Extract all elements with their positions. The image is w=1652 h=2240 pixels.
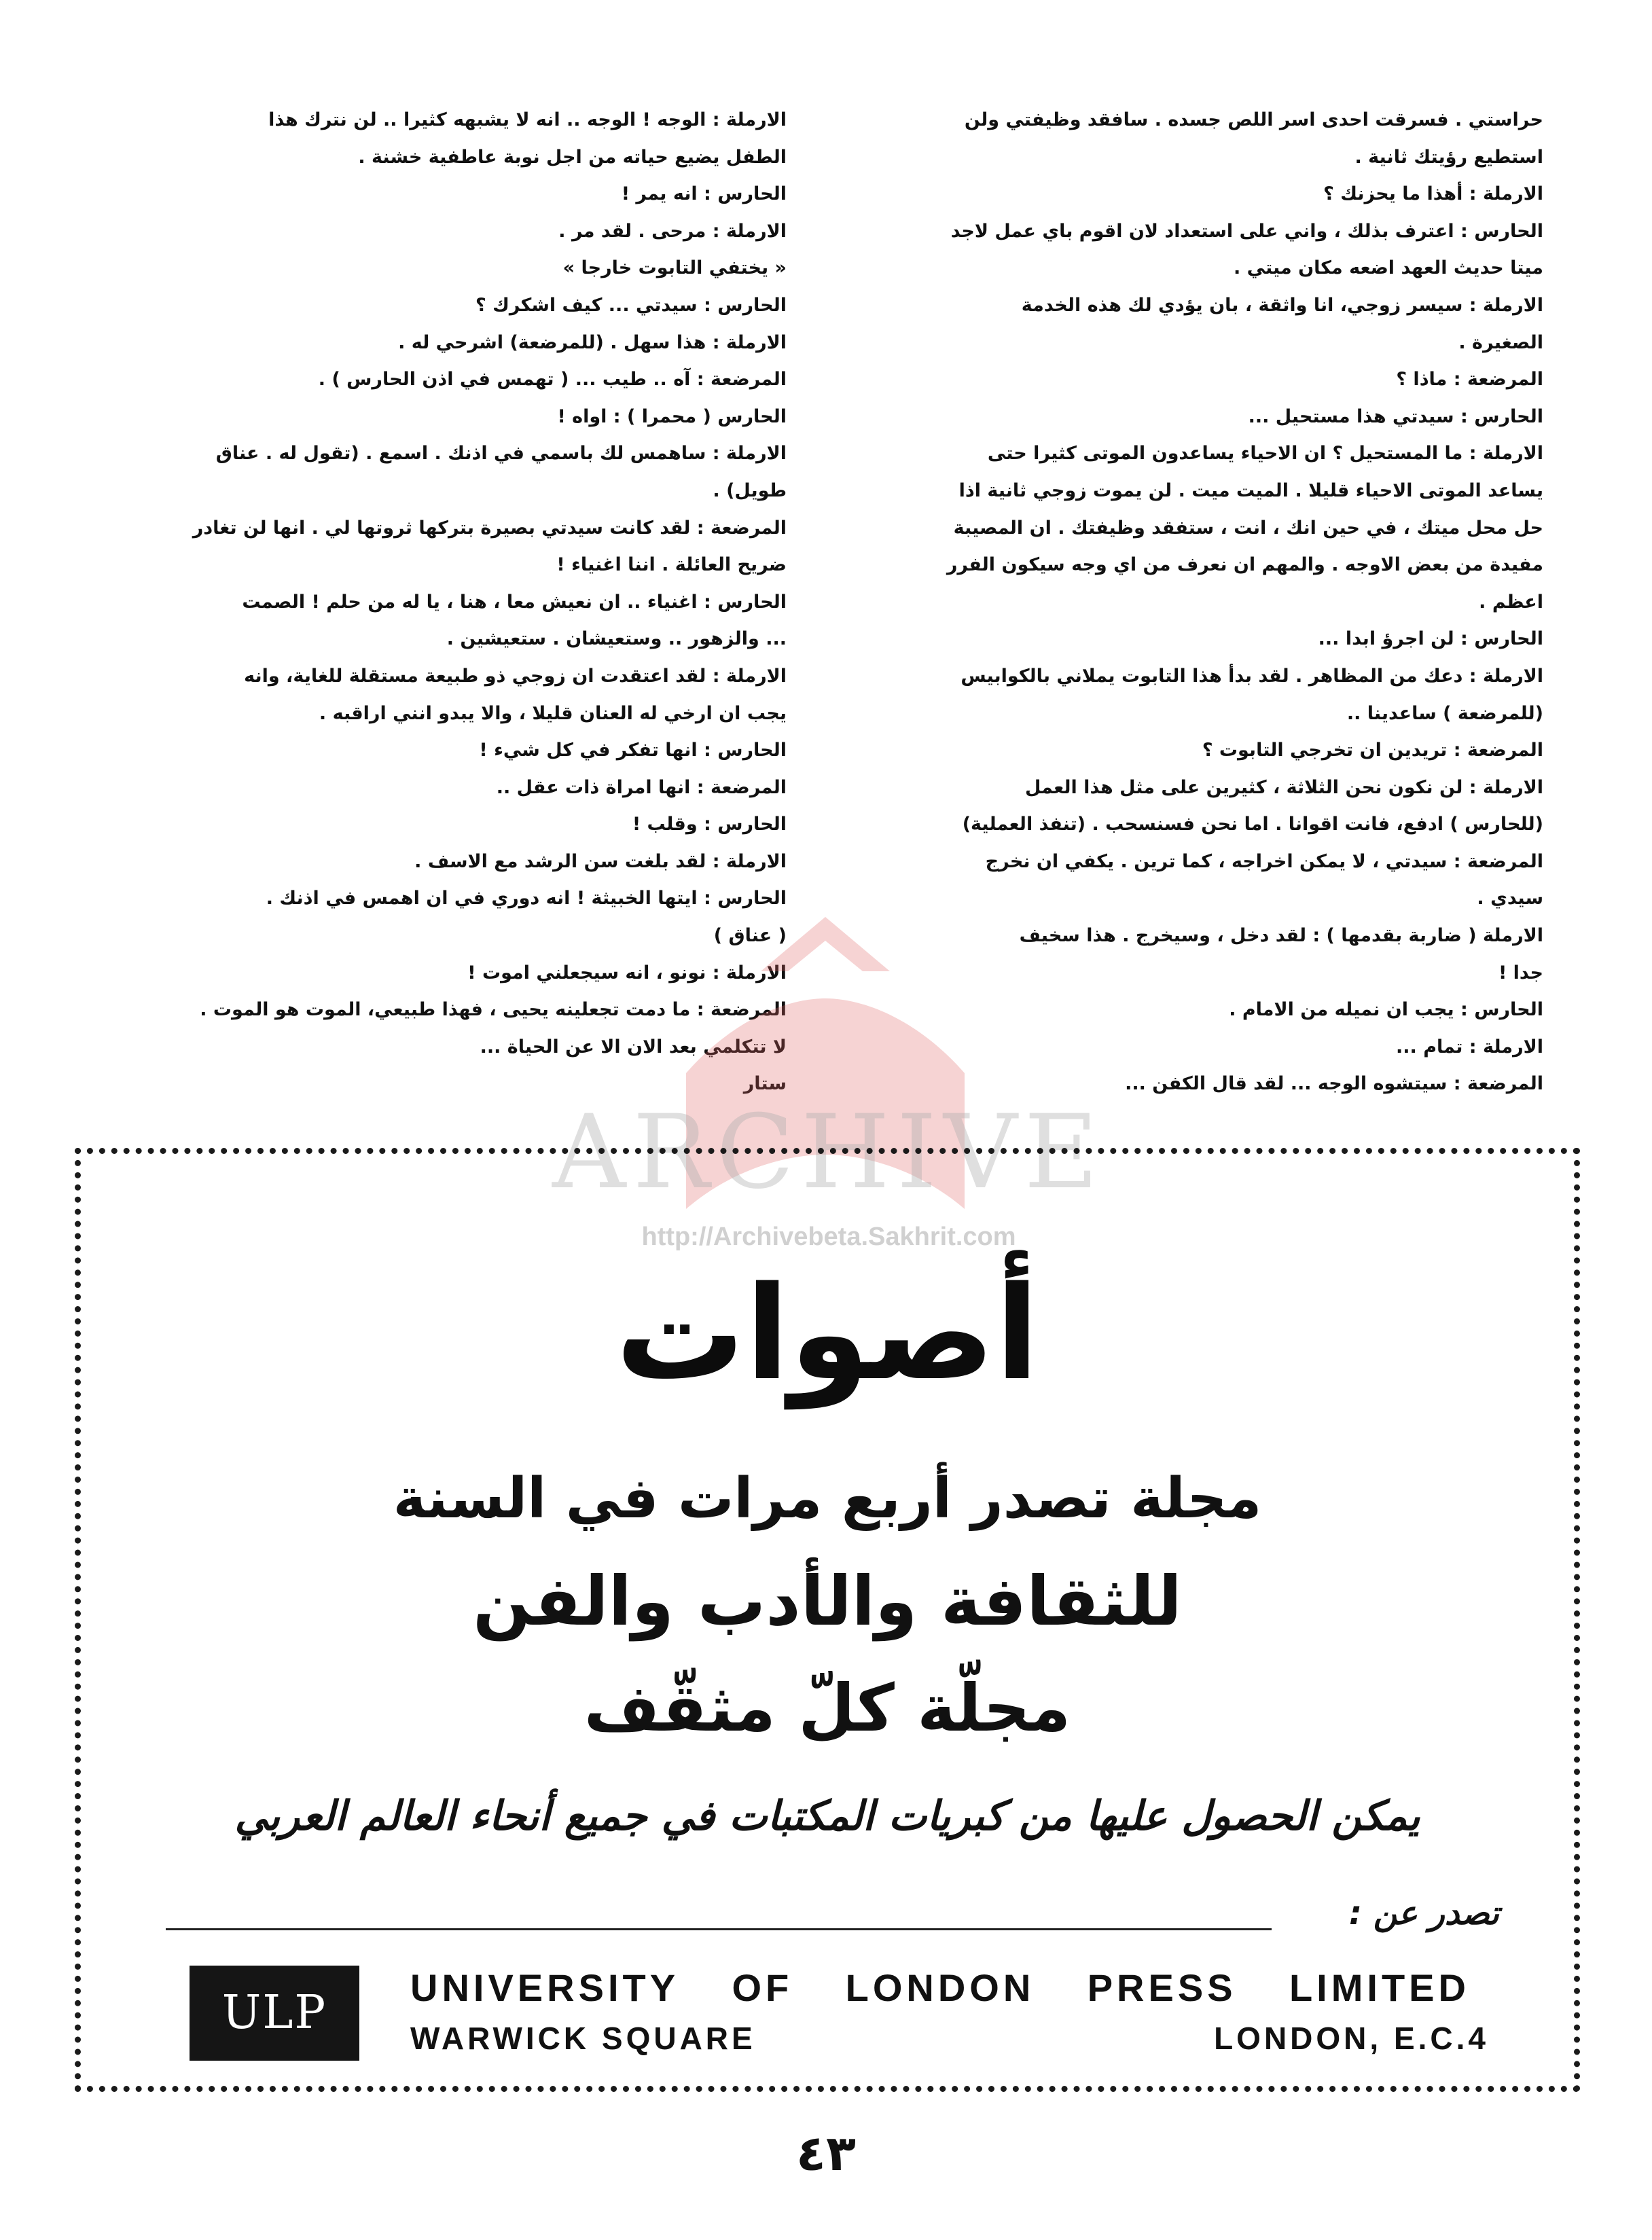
ad-frequency-line: مجلة تصدر أربع مرات في السنة <box>393 1466 1262 1531</box>
text-line: الارملة : دعك من المظاهر . لقد بدأ هذا التابوت يملاني بالكوابيس <box>960 665 1543 687</box>
text-line: (للحارس ) ادفع، فانت اقوانا . اما نحن فسنسحب . (تنفذ العملية) <box>962 814 1543 835</box>
text-line: المرضعة : ما دمت تجعلينه يحيى ، فهذا طبيعي، الموت هو الموت . <box>200 999 787 1021</box>
advertisement-box <box>75 1148 1580 2092</box>
publisher-word: UNIVERSITY <box>410 1966 680 2009</box>
text-line: الارملة : سيسر زوجي، انا واثقة ، بان يؤدي لك هذه الخدمة <box>1021 294 1543 316</box>
publisher-word: PRESS <box>1087 1966 1237 2009</box>
publisher-name <box>410 1966 1470 2010</box>
text-line: استطيع رؤيتك ثانية . <box>1354 146 1543 168</box>
right-text-column <box>837 102 1543 1103</box>
text-line: الارملة : لقد اعتقدت ان زوجي ذو طبيعة مستقلة للغاية، وانه <box>244 665 787 687</box>
ad-slogan-line: مجلّة كلّ مثقّف <box>583 1670 1071 1746</box>
text-line: المرضعة : انها امراة ذات عقل .. <box>496 776 787 798</box>
text-line: الارملة : مرحى . لقد مر . <box>558 220 787 242</box>
ad-availability-line: يمكن الحصول عليها من كبريات المكتبات في جميع أنحاء العالم العربي <box>234 1792 1420 1840</box>
text-line: الارملة : هذا سهل . (للمرضعة) اشرحي له . <box>398 331 787 353</box>
ulp-logo: ULP <box>190 1966 359 2061</box>
text-line: الارملة : تمام ... <box>1396 1036 1543 1058</box>
text-line: الحارس : اعترف بذلك ، واني على استعداد لان اقوم باي عمل لاجد <box>950 220 1543 242</box>
text-line: طويل) . <box>713 480 787 501</box>
text-line: الحارس : انها تفكر في كل شيء ! <box>479 740 787 761</box>
left-text-column <box>80 102 787 1103</box>
text-line: الحارس : سيدتي ... كيف اشكرك ؟ <box>475 294 787 316</box>
publisher-address-street: WARWICK SQUARE <box>410 2021 756 2056</box>
publisher-word: OF <box>732 1966 793 2009</box>
text-line: سيدي . <box>1477 888 1543 909</box>
text-line: (للمرضعة ) ساعدينا .. <box>1346 702 1543 724</box>
text-line: الحارس : انه يمر ! <box>621 183 787 205</box>
text-line: الحارس ( محمرا ) : اواه ! <box>557 405 787 427</box>
text-line: الارملة : لن نكون نحن الثلاثة ، كثيرين على مثل هذا العمل <box>1024 776 1543 798</box>
text-line: يجب ان ارخي له العنان قليلا ، والا يبدو انني اراقبه . <box>319 702 787 724</box>
publisher-word: LONDON <box>845 1966 1035 2009</box>
text-line: المرضعة : سيتشوه الوجه ... لقد قال الكفن ... <box>1125 1073 1543 1095</box>
text-line: الارملة ( ضاربة بقدمها ) : لقد دخل ، وسيخرج . هذا سخيف <box>1019 925 1543 947</box>
text-line: ضريح العائلة . اننا اغنياء ! <box>556 554 787 576</box>
text-line: الارملة : ما المستحيل ؟ ان الاحياء يساعدون الموتى كثيرا حتى <box>987 443 1543 465</box>
text-line: « يختفي التابوت خارجا » <box>562 257 787 279</box>
text-line: ... والزهور .. وستعيشان . ستعيشين . <box>446 628 787 650</box>
text-line: مفيدة من بعض الاوجه . والمهم ان نعرف من اي وجه سيكون الفرر <box>946 554 1543 576</box>
text-line: حراستي . فسرقت احدى اسر اللص جسده . سافقد وظيفتي ولن <box>964 109 1543 130</box>
text-line: الطفل يضيع حياته من اجل نوبة عاطفية خشنة . <box>358 146 787 168</box>
text-line: الارملة : نونو ، انه سيجعلني اموت ! <box>467 962 787 983</box>
text-line: المرضعة : تريدين ان تخرجي التابوت ؟ <box>1202 740 1543 761</box>
publisher-word: LIMITED <box>1289 1966 1470 2009</box>
text-line: يساعد الموتى الاحياء قليلا . الميت ميت . لن يموت زوجي ثانية اذا <box>958 480 1543 501</box>
ad-divider <box>166 1928 1272 1930</box>
ad-subjects-line: للثقافة والأدب والفن <box>473 1561 1182 1641</box>
watermark-text: ARCHIVE <box>552 1094 1105 1212</box>
text-line: حل محل ميتك ، في حين انك ، انت ، ستفقد وظيفتك . ان المصيبة <box>953 517 1543 539</box>
text-line: الحارس : ايتها الخبيثة ! انه دوري في ان اهمس في اذنك . <box>266 888 787 909</box>
text-line: اعظم . <box>1479 591 1543 613</box>
text-line: الارملة : الوجه ! الوجه .. انه لا يشبهه كثيرا .. لن نترك هذا <box>268 109 787 130</box>
text-line: الصغيرة . <box>1458 331 1543 353</box>
watermark-url[interactable]: http://Archivebeta.Sakhrit.com <box>641 1223 1016 1251</box>
text-line: الحارس : وقلب ! <box>632 814 787 835</box>
text-line: المرضعة : سيدتي ، لا يمكن اخراجه ، كما ترين . يكفي ان نخرج <box>985 850 1543 872</box>
text-line: الارملة : أهذا ما يحزنك ؟ <box>1323 183 1543 205</box>
text-line: الحارس : يجب ان نميله من الامام . <box>1229 999 1543 1021</box>
text-line: ستار <box>743 1073 787 1095</box>
ad-magazine-title: أصوات <box>615 1259 1039 1409</box>
page-number: ٤٣ <box>796 2125 856 2182</box>
text-line: المرضعة : آه .. طيب ... ( تهمس في اذن الحارس ) . <box>318 369 787 391</box>
text-line: المرضعة : لقد كانت سيدتي بصيرة بتركها ثروتها لي . انها لن تغادر <box>192 517 787 539</box>
text-line: جدا ! <box>1498 962 1543 983</box>
text-line: المرضعة : ماذا ؟ <box>1396 369 1543 391</box>
ad-publisher-label: تصدر عن : <box>1348 1894 1499 1932</box>
text-line: لا تتكلمي بعد الان الا عن الحياة ... <box>480 1036 787 1058</box>
text-line: الحارس : لن اجرؤ ابدا ... <box>1318 628 1543 650</box>
text-line: ميتا حديث العهد اضعه مكان ميتي . <box>1233 257 1543 279</box>
text-line: ( عناق ) <box>713 925 787 947</box>
text-line: الارملة : لقد بلغت سن الرشد مع الاسف . <box>414 850 787 872</box>
text-line: الحارس : سيدتي هذا مستحيل ... <box>1248 405 1543 427</box>
publisher-address-city: LONDON, E.C.4 <box>1214 2021 1489 2056</box>
text-line: الارملة : ساهمس لك باسمي في اذنك . اسمع . (تقول له . عناق <box>215 443 787 465</box>
text-line: الحارس : اغنياء .. ان نعيش معا ، هنا ، يا له من حلم ! الصمت <box>242 591 787 613</box>
